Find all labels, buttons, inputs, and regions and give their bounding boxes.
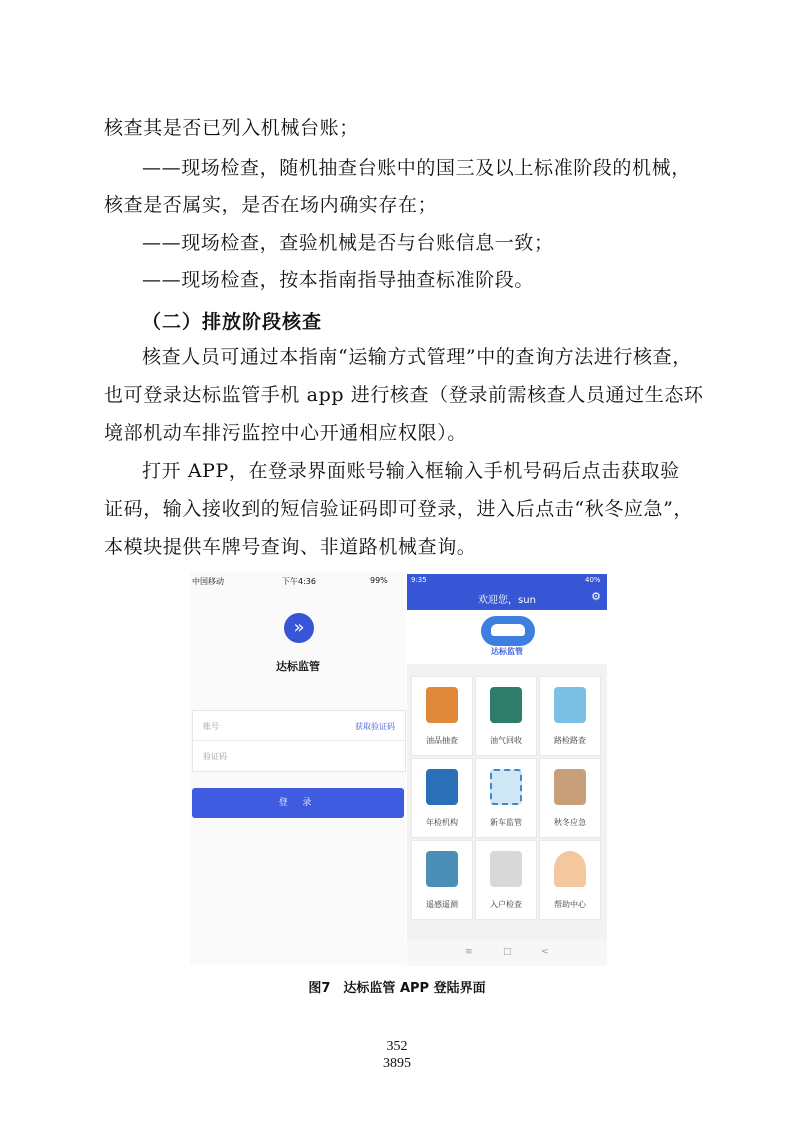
car-icon [491, 624, 525, 636]
tile-label: 油品抽查 [426, 736, 458, 745]
app-name: 达标监管 [276, 660, 320, 673]
welcome-text: 欢迎您，sun [478, 595, 536, 606]
home-screen [407, 574, 607, 966]
tile-road-check[interactable] [539, 676, 601, 756]
divider [193, 740, 405, 741]
code-input[interactable]: 验证码 [203, 752, 227, 761]
tile-new-vehicle[interactable] [475, 758, 537, 838]
login-screen [190, 572, 406, 964]
status-time: 下午4:36 [282, 577, 316, 586]
menu-icon[interactable]: ≡ [465, 947, 473, 957]
tile-label: 路检路查 [554, 736, 586, 745]
tile-help-center[interactable] [539, 840, 601, 920]
page-number-total: 3895 [383, 1056, 411, 1071]
paragraph-line: 境部机动车排污监控中心开通相应权限）。 [104, 422, 467, 444]
tile-label: 年检机构 [426, 818, 458, 827]
paragraph-line: 本模块提供车牌号查询、非道路机械查询。 [104, 536, 477, 558]
tile-label: 入户检查 [490, 900, 522, 909]
brand-banner [407, 610, 607, 664]
login-form [192, 710, 406, 772]
oil-check-icon [426, 687, 458, 723]
fuel-pump-icon [490, 687, 522, 723]
section-heading: （二）排放阶段核查 [142, 311, 323, 333]
figure-caption: 图7 达标监管 APP 登陆界面 [308, 981, 486, 996]
tile-vapor-recovery[interactable] [475, 676, 537, 756]
search-document-icon [490, 769, 522, 805]
page-number: 352 [386, 1039, 408, 1054]
tile-inspection-agency[interactable] [411, 758, 473, 838]
building-icon [426, 769, 458, 805]
paragraph-line: ——现场检查，随机抽查台账中的国三及以上标准阶段的机械， [142, 157, 691, 179]
truck-icon [490, 851, 522, 887]
emergency-icon [554, 769, 586, 805]
paragraph-line: ——现场检查，按本指南指导抽查标准阶段。 [142, 269, 535, 291]
get-code-button[interactable]: 获取验证码 [355, 722, 395, 731]
tile-winter-emergency[interactable] [539, 758, 601, 838]
nav-bar [407, 940, 607, 966]
header-bar [407, 574, 607, 610]
tile-label: 帮助中心 [554, 900, 586, 909]
help-person-icon [554, 851, 586, 887]
tile-oil-check[interactable] [411, 676, 473, 756]
paragraph-line: 打开 APP，在登录界面账号输入框输入手机号码后点击获取验 [142, 460, 680, 482]
paragraph-line: ——现场检查，查验机械是否与台账信息一致； [142, 232, 554, 254]
status-time: 9:35 [411, 576, 427, 584]
battery-level: 40% [585, 576, 601, 584]
carrier-label: 中国移动 [192, 577, 224, 586]
home-icon[interactable]: □ [503, 947, 512, 957]
paragraph-line: 核查其是否已列入机械台账； [104, 117, 359, 139]
account-input[interactable]: 账号 [203, 722, 219, 731]
tile-home-inspection[interactable] [475, 840, 537, 920]
paragraph-line: 证码，输入接收到的短信验证码即可登录，进入后点击“秋冬应急”， [104, 498, 694, 520]
back-icon[interactable]: < [541, 947, 549, 957]
tile-label: 油气回收 [490, 736, 522, 745]
battery-level: 99% [370, 576, 388, 585]
tile-label: 秋冬应急 [554, 818, 586, 827]
tile-label: 新车监管 [490, 818, 522, 827]
road-check-icon [554, 687, 586, 723]
status-bar [190, 572, 406, 588]
paragraph-line: 核查是否属实，是否在场内确实存在； [104, 194, 438, 216]
app-logo-icon: » [284, 613, 314, 643]
paragraph-line: 核查人员可通过本指南“运输方式管理”中的查询方法进行核查， [142, 346, 692, 368]
login-button[interactable]: 登 录 [192, 788, 404, 818]
tile-label: 遥感遥测 [426, 900, 458, 909]
brand-name: 达标监管 [491, 647, 523, 656]
paragraph-line: 也可登录达标监管手机 app 进行核查（登录前需核查人员通过生态环 [104, 384, 704, 406]
remote-sensing-icon [426, 851, 458, 887]
tile-remote-sensing[interactable] [411, 840, 473, 920]
gear-icon[interactable]: ⚙ [591, 590, 601, 603]
